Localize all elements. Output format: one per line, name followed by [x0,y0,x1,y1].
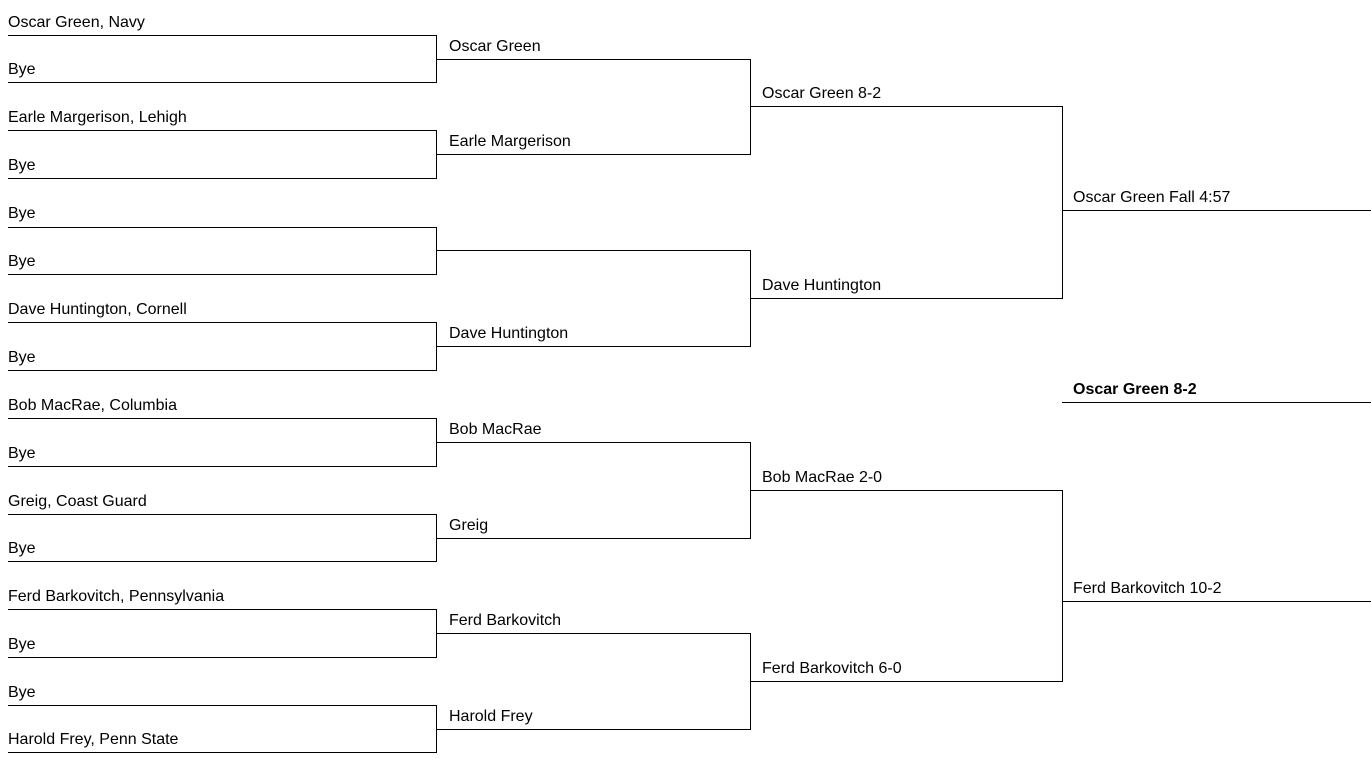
round4-lines [1062,211,1371,602]
round1-entry: Dave Huntington, Cornell [8,301,187,318]
round1-entry: Bye [8,684,36,701]
round3-lines [750,106,1063,682]
round2-entry: Dave Huntington [449,325,569,342]
round4-entry: Ferd Barkovitch 10-2 [1073,580,1222,597]
champion-label: Oscar Green 8-2 [1073,381,1197,398]
round1-entry: Greig, Coast Guard [8,493,147,510]
round1-entry: Bye [8,253,36,270]
round2-entry: Harold Frey [449,708,533,725]
round1-entry: Bye [8,205,36,222]
round2-entry: Greig [449,517,489,534]
round2-entry: Bob MacRae [449,421,542,438]
round1-entry: Earle Margerison, Lehigh [8,109,187,126]
round2-entry: Ferd Barkovitch [449,612,562,629]
round1-entry: Bye [8,445,36,462]
round2-entry: Oscar Green [449,38,541,55]
round1-entry: Bye [8,157,36,174]
round1-entry: Ferd Barkovitch, Pennsylvania [8,588,225,605]
round1-entry: Oscar Green, Navy [8,14,145,31]
round3-entry: Bob MacRae 2-0 [762,469,883,486]
round1-entry: Bye [8,540,36,557]
round1-entry: Harold Frey, Penn State [8,731,179,748]
round4-entry: Oscar Green Fall 4:57 [1073,189,1231,206]
round3-entry: Ferd Barkovitch 6-0 [762,660,902,677]
round1-entry: Bye [8,636,36,653]
round1-entry: Bye [8,349,36,366]
round3-entry: Oscar Green 8-2 [762,85,882,102]
round1-lines [8,35,437,753]
round1-entry: Bob MacRae, Columbia [8,397,177,414]
round1-entry: Bye [8,61,36,78]
round2-entry: Earle Margerison [449,133,571,150]
round3-entry: Dave Huntington [762,277,882,294]
